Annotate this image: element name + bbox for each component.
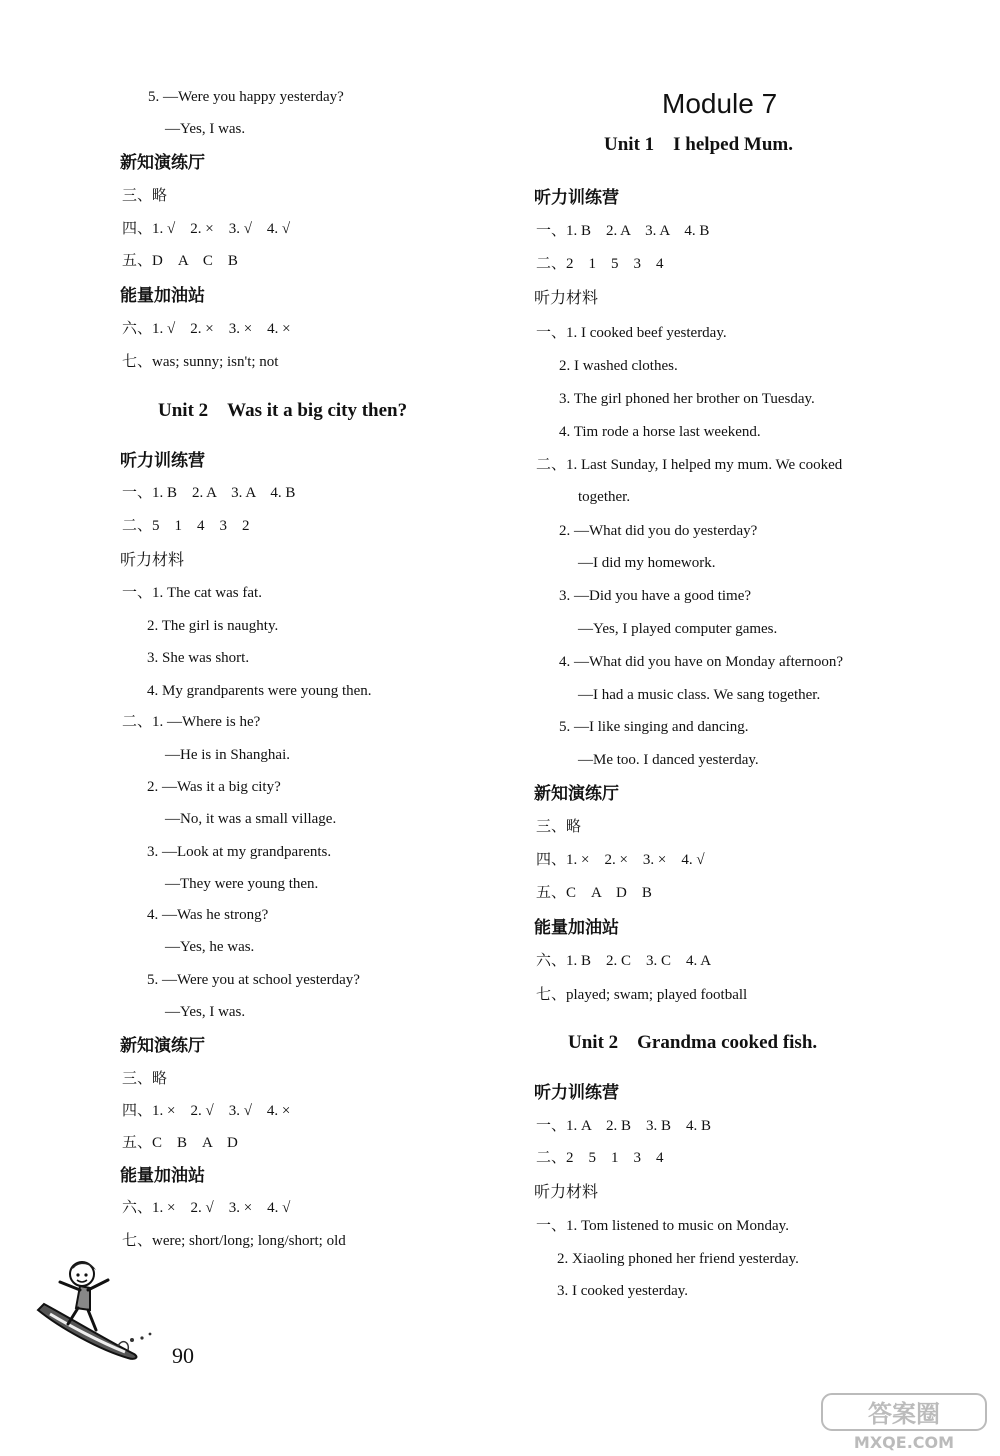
material-line: —Yes, he was. — [165, 939, 255, 955]
section-heading: 新知演练厅 — [534, 784, 619, 804]
material-line: 4. —Was he strong? — [147, 907, 269, 923]
material-line: 二、1. —Where is he? — [122, 714, 261, 730]
section-heading: 能量加油站 — [120, 286, 205, 306]
page-number: 90 — [172, 1343, 194, 1368]
answer-line: 六、1. × 2. √ 3. × 4. √ — [122, 1200, 291, 1216]
answer-line: 五、D A C B — [122, 253, 238, 269]
answer-line: 三、略 — [122, 1071, 168, 1087]
answer-line: 5. —Were you happy yesterday? — [148, 89, 344, 105]
section-heading: 新知演练厅 — [120, 1036, 205, 1056]
material-line: —No, it was a small village. — [165, 811, 337, 827]
material-line: —They were young then. — [165, 876, 319, 892]
answer-line: 一、1. A 2. B 3. B 4. B — [536, 1118, 712, 1134]
material-line: —Yes, I played computer games. — [578, 621, 778, 637]
material-heading: 听力材料 — [534, 288, 599, 307]
material-line: 2. I washed clothes. — [559, 358, 678, 374]
answer-line: 六、1. √ 2. × 3. × 4. × — [122, 321, 291, 337]
answer-line: 三、略 — [536, 819, 582, 835]
section-heading: 能量加油站 — [534, 918, 619, 938]
material-line: —Me too. I danced yesterday. — [578, 752, 759, 768]
section-heading: 听力训练营 — [120, 451, 205, 471]
material-line: 3. The girl phoned her brother on Tuesday. — [559, 391, 815, 407]
material-line: 5. —Were you at school yesterday? — [147, 972, 360, 988]
unit-title: Unit 1 I helped Mum. — [604, 134, 793, 155]
answer-line: 一、1. B 2. A 3. A 4. B — [122, 485, 296, 501]
material-line: —I did my homework. — [578, 555, 716, 571]
material-line: 3. She was short. — [147, 650, 250, 666]
material-line: 2. —Was it a big city? — [147, 779, 281, 795]
section-heading: 新知演练厅 — [120, 153, 205, 173]
answer-line: 五、C A D B — [536, 885, 652, 901]
answer-line: —Yes, I was. — [165, 121, 246, 137]
answer-line: 五、C B A D — [122, 1135, 238, 1151]
material-line: 4. Tim rode a horse last weekend. — [559, 424, 761, 440]
section-heading: 能量加油站 — [120, 1166, 205, 1186]
answer-line: 一、1. B 2. A 3. A 4. B — [536, 223, 710, 239]
material-line: 一、1. Tom listened to music on Monday. — [536, 1218, 789, 1234]
unit-title: Unit 2 Grandma cooked fish. — [568, 1032, 818, 1053]
material-heading: 听力材料 — [534, 1182, 599, 1201]
material-line: 二、1. Last Sunday, I helped my mum. We cooked — [536, 457, 843, 473]
material-line: —He is in Shanghai. — [165, 747, 290, 763]
material-heading: 听力材料 — [120, 550, 185, 569]
material-line: 3. —Did you have a good time? — [559, 588, 752, 604]
material-line: —I had a music class. We sang together. — [578, 687, 821, 703]
surfer-mascot-icon — [30, 1258, 160, 1372]
answer-line: 六、1. B 2. C 3. C 4. A — [536, 953, 712, 969]
material-line: together. — [578, 489, 631, 505]
answer-line: 七、was; sunny; isn't; not — [122, 354, 279, 370]
material-line: 4. —What did you have on Monday afternoon? — [559, 654, 844, 670]
material-line: 5. —I like singing and dancing. — [559, 719, 749, 735]
material-line: 2. The girl is naughty. — [147, 618, 279, 634]
material-line: 2. —What did you do yesterday? — [559, 523, 758, 539]
answer-line: 四、1. √ 2. × 3. √ 4. √ — [122, 221, 291, 237]
section-heading: 听力训练营 — [534, 188, 619, 208]
answer-line: 四、1. × 2. × 3. × 4. √ — [536, 852, 705, 868]
material-line: 一、1. The cat was fat. — [122, 585, 262, 601]
watermark-logo — [820, 1392, 990, 1456]
material-line: 2. Xiaoling phoned her friend yesterday. — [557, 1251, 799, 1267]
answer-line: 二、2 1 5 3 4 — [536, 256, 664, 272]
answer-line: 二、2 5 1 3 4 — [536, 1150, 664, 1166]
watermark-url: MXQE.COM — [853, 1433, 955, 1452]
answer-line: 四、1. × 2. √ 3. √ 4. × — [122, 1103, 291, 1119]
module-title: Module 7 — [662, 88, 778, 119]
answer-line: 七、played; swam; played football — [536, 987, 748, 1003]
watermark-text: 答案圈 — [868, 1400, 940, 1428]
answer-line: 二、5 1 4 3 2 — [122, 518, 250, 534]
answer-line: 七、were; short/long; long/short; old — [122, 1233, 346, 1249]
material-line: 一、1. I cooked beef yesterday. — [536, 325, 727, 341]
section-heading: 听力训练营 — [534, 1083, 619, 1103]
material-line: 3. —Look at my grandparents. — [147, 844, 332, 860]
answer-line: 三、略 — [122, 188, 168, 204]
material-line: 3. I cooked yesterday. — [557, 1283, 689, 1299]
material-line: —Yes, I was. — [165, 1004, 246, 1020]
material-line: 4. My grandparents were young then. — [147, 683, 372, 699]
unit-title: Unit 2 Was it a big city then? — [158, 400, 408, 421]
